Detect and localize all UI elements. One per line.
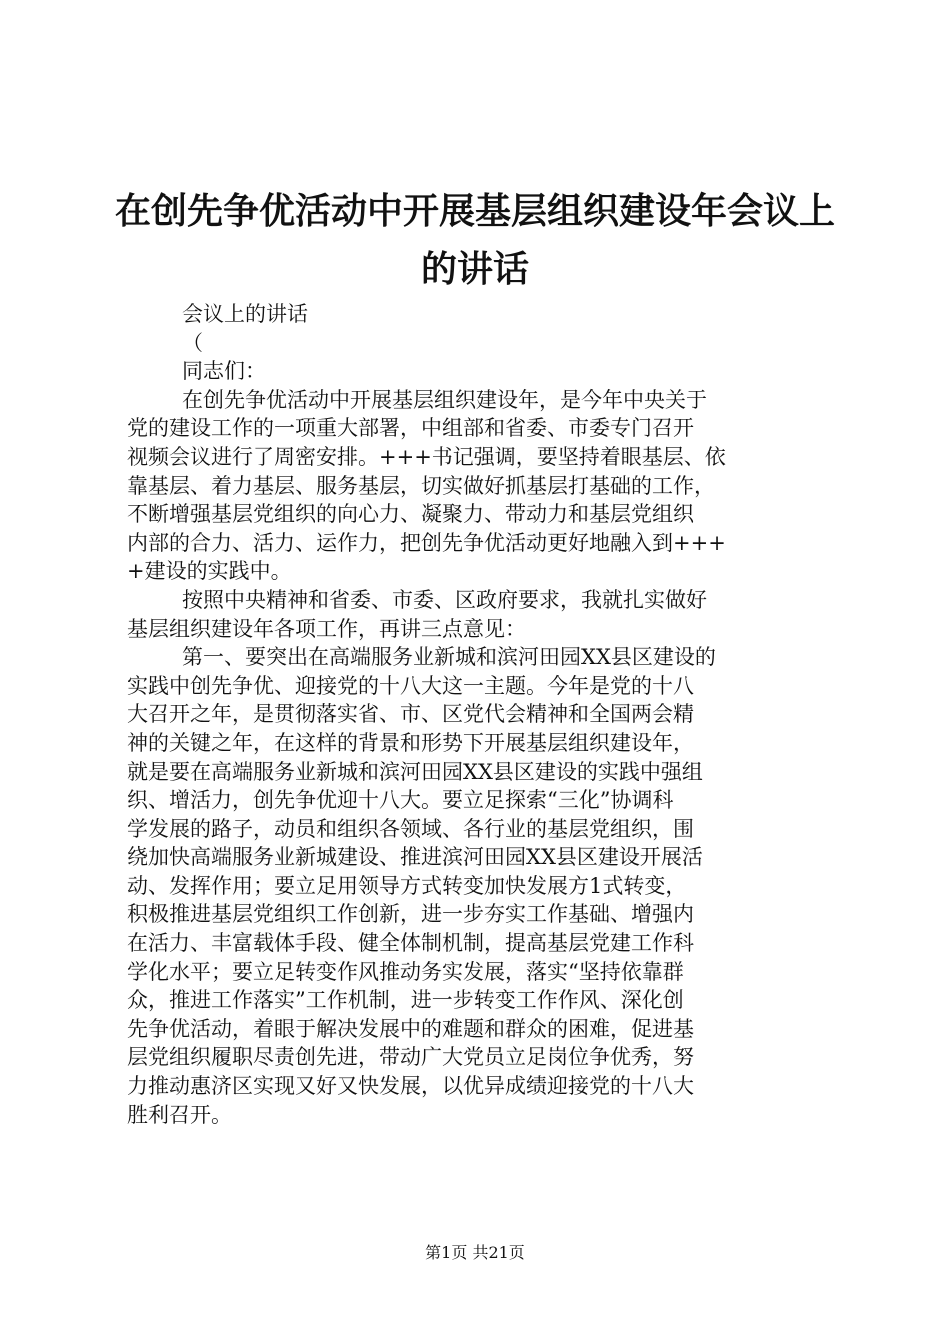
body-text-line: 第一、要突出在高端服务业新城和滨河田园XX县区建设的 (182, 645, 716, 670)
document-title-line-1: 在创先争优活动中开展基层组织建设年会议上 (114, 191, 835, 232)
body-text-line: 会议上的讲话 (182, 302, 308, 326)
body-text-line: 党的建设工作的一项重大部署，中组部和省委、市委专门召开 (127, 416, 694, 441)
body-text-line: 实践中创先争优、迎接党的十八大这一主题。今年是党的十八 (127, 673, 694, 698)
body-text-line: 就是要在高端服务业新城和滨河田园XX县区建设的实践中强组 (127, 759, 703, 784)
body-text-line: 靠基层、着力基层、服务基层，切实做好抓基层打基础的工作， (127, 473, 715, 498)
body-text-line: 动、发挥作用；要立足用领导方式转变加快发展方1式转变， (127, 873, 687, 898)
body-text-line: 同志们： (182, 359, 266, 384)
body-text-line: 不断增强基层党组织的向心力、凝聚力、带动力和基层党组织 (127, 502, 694, 527)
body-text-line: 织、增活力，创先争优迎十八大。要立足探索“三化”协调科 (127, 788, 674, 813)
document-title-line-2: 的讲话 (420, 249, 529, 290)
body-text-line: 力推动惠济区实现又好又快发展，以优异成绩迎接党的十八大 (127, 1074, 694, 1099)
body-text-line: 绕加快高端服务业新城建设、推进滨河田园XX县区建设开展活 (127, 845, 703, 870)
body-text-line: 在创先争优活动中开展基层组织建设年，是今年中央关于 (182, 387, 707, 412)
body-text-line: 众，推进工作落实”工作机制，进一步转变工作作风、深化创 (127, 988, 684, 1013)
body-text-line: +建设的实践中。 (127, 559, 292, 584)
body-text-line: （ (182, 330, 203, 355)
body-text-line: 内部的合力、活力、运作力，把创先争优活动更好地融入到+++ (127, 530, 726, 555)
body-text-line: 学化水平；要立足转变作风推动务实发展，落实“坚持依靠群 (127, 959, 684, 984)
body-text-line: 神的关键之年，在这样的背景和形势下开展基层组织建设年， (127, 730, 694, 755)
body-text-line: 学发展的路子，动员和组织各领域、各行业的基层党组织，围 (127, 816, 694, 841)
body-text-line: 胜利召开。 (127, 1102, 232, 1127)
body-text-line: 视频会议进行了周密安排。+++书记强调，要坚持着眼基层、依 (127, 444, 726, 469)
body-text-line: 在活力、丰富载体手段、健全体制机制，提高基层党建工作科 (127, 931, 694, 956)
body-text-line: 基层组织建设年各项工作，再讲三点意见： (127, 616, 526, 641)
document-body (127, 300, 831, 1129)
body-text-line: 积极推进基层党组织工作创新，进一步夯实工作基础、增强内 (127, 902, 694, 927)
page-footer: 第1页 共21页 (425, 1243, 525, 1262)
body-text-line: 层党组织履职尽责创先进，带动广大党员立足岗位争优秀，努 (127, 1045, 694, 1070)
body-text-line: 大召开之年，是贯彻落实省、市、区党代会精神和全国两会精 (127, 702, 694, 727)
body-text-line: 先争优活动，着眼于解决发展中的难题和群众的困难，促进基 (127, 1016, 694, 1041)
body-text-line: 按照中央精神和省委、市委、区政府要求，我就扎实做好 (182, 587, 707, 612)
